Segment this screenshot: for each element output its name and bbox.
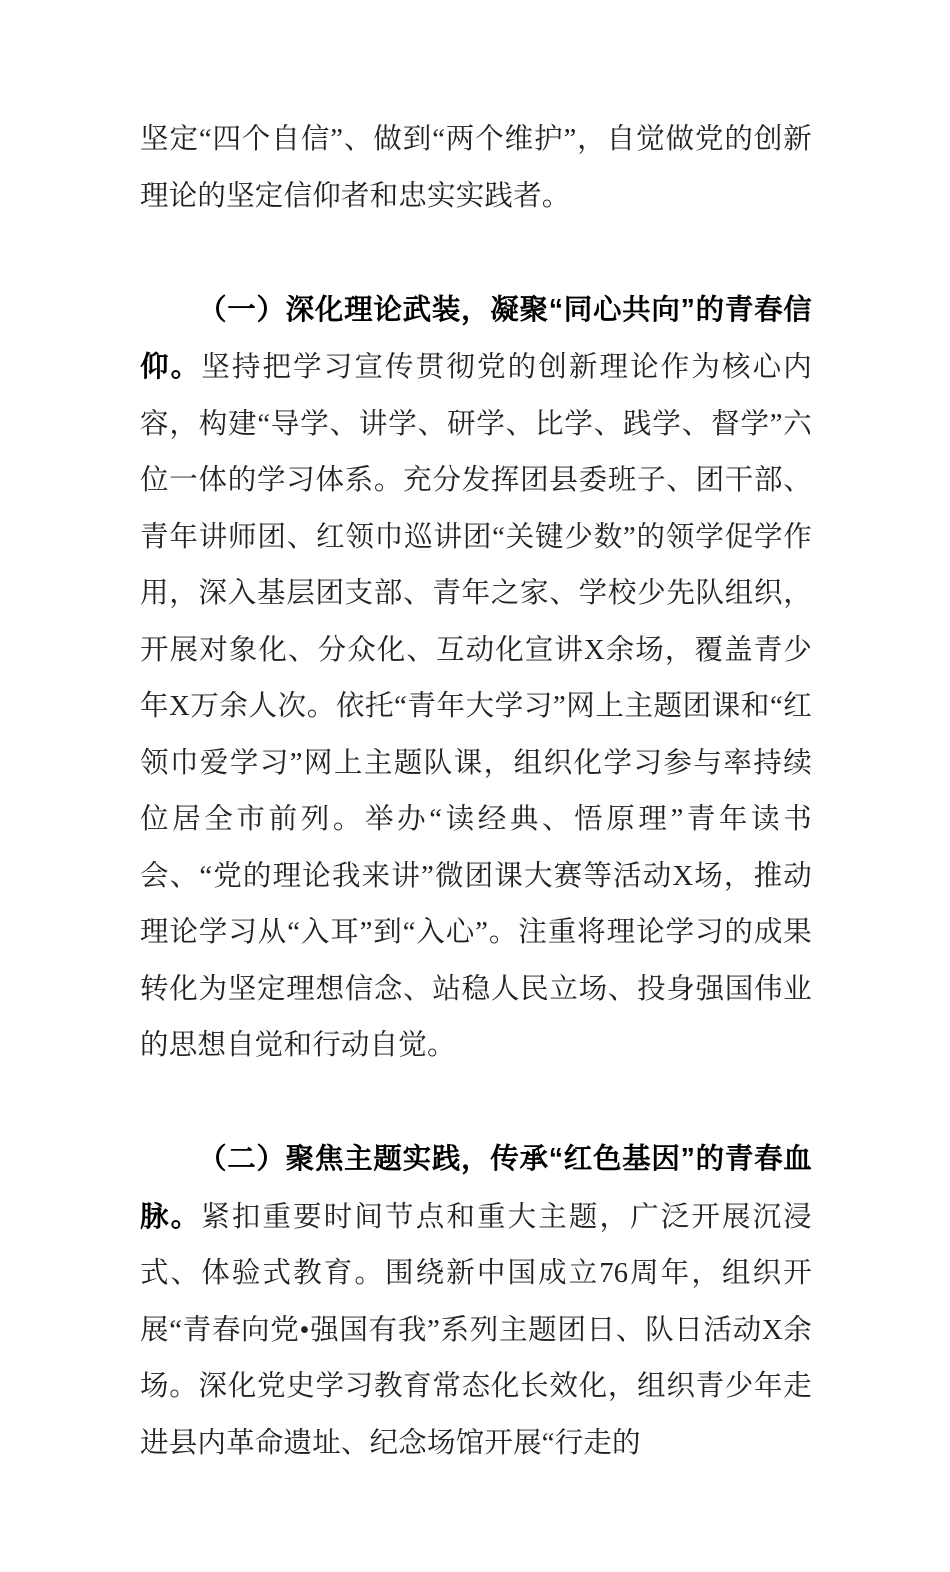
- paragraph-gap: [140, 1075, 812, 1132]
- section-body-two: 紧扣重要时间节点和重大主题，广泛开展沉浸式、体验式教育。围绕新中国成立76周年，组织开展“青春向党•强国有我”系列主题团日、队日活动X余场。深化党史学习教育常态化长效化，组织青少年走进县内革命遗址、纪念场馆开展“行走的: [140, 1201, 812, 1459]
- paragraph-continuation: 坚定“四个自信”、做到“两个维护”，自觉做党的创新理论的坚定信仰者和忠实实践者。: [140, 124, 812, 212]
- document-text-column: [140, 112, 812, 1572]
- section-paragraph-two: [140, 1131, 812, 1472]
- page-bottom-margin: [140, 1472, 812, 1572]
- section-heading-two: （二）聚焦主题实践，传承“红色基因”的青春血脉。: [140, 1143, 812, 1233]
- section-paragraph-one: [140, 282, 812, 1075]
- section-body-one: 坚持把学习宣传贯彻党的创新理论作为核心内容，构建“导学、讲学、研学、比学、践学、督学”六位一体的学习体系。充分发挥团县委班子、团干部、青年讲师团、红领巾巡讲团“关键少数”的领学促学作用，深入基层团支部、青年之家、学校少先队组织，开展对象化、分众化、互动化宣讲X余场，覆盖青少年X万余人次。依托“青年大学习”网上主题团课和“红领巾爱学习”网上主题队课，组织化学习参与率持续位居全市前列。举办“读经典、悟原理”青年读书会、“党的理论我来讲”微团课大赛等活动X场，推动理论学习从“入耳”到“入心”。注重将理论学习的成果转化为坚定理想信念、站稳人民立场、投身强国伟业的思想自觉和行动自觉。: [140, 352, 812, 1061]
- section-heading-one: （一）深化理论武装，凝聚“同心共向”的青春信仰。: [140, 293, 812, 383]
- paragraph-gap: [140, 225, 812, 282]
